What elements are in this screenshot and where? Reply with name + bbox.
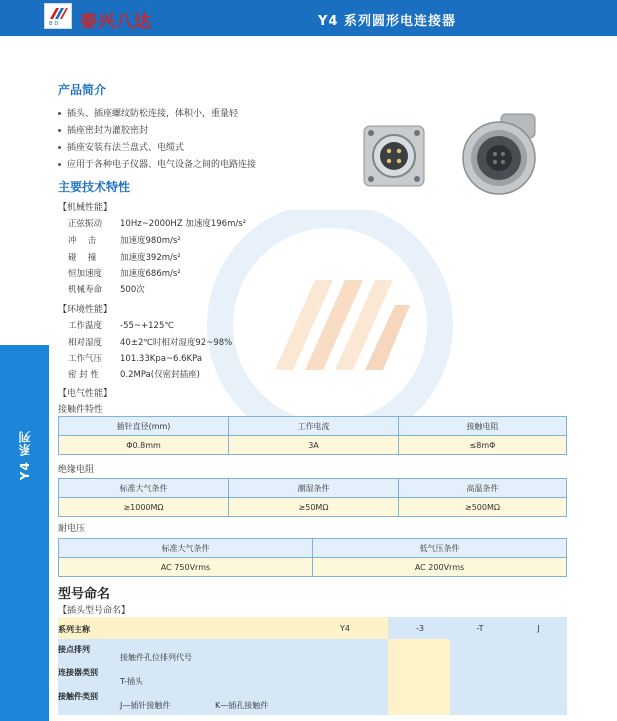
- contact-table: [58, 416, 567, 455]
- brand-name: 泰兴八达: [80, 12, 152, 32]
- bullet-text: 插座安装有法兰盘式、电缆式: [67, 143, 185, 153]
- spec-row: [68, 234, 181, 246]
- table-header-row: [59, 539, 567, 558]
- spec-value: 500次: [120, 285, 145, 295]
- table-row: [59, 558, 567, 577]
- model-row-desc: K—插孔接触件: [215, 701, 269, 710]
- page-title: Y4 系列圆形电连接器: [318, 14, 456, 29]
- intro-bullet: [58, 157, 256, 170]
- insulation-title: 绝缘电阻: [58, 465, 95, 475]
- voltage-title: 耐电压: [58, 524, 86, 534]
- spec-key: 冲 击: [68, 236, 97, 246]
- spec-key: 碰 撞: [68, 253, 97, 263]
- spec-value: 40±2℃时相对湿度92~98%: [120, 338, 233, 348]
- table-cell: ≤8mΦ: [399, 436, 567, 455]
- bullet-dot-icon: [58, 129, 61, 132]
- spec-value: 加速度980m/s²: [120, 236, 181, 246]
- model-row-key: 系列主称: [58, 625, 90, 634]
- table-cell: AC 200Vrms: [313, 558, 567, 577]
- spec-key: 机械寿命: [68, 285, 103, 295]
- logo-sub-text: BD: [49, 21, 61, 27]
- table-cell: 3A: [229, 436, 399, 455]
- model-part: -3: [416, 624, 424, 633]
- spec-value: -55~+125℃: [120, 321, 174, 331]
- table-row: [59, 498, 567, 517]
- spec-row: [68, 267, 181, 279]
- model-row-desc: 接触件孔位排列代号: [120, 653, 192, 662]
- table-header-cell: 工作电流: [229, 417, 399, 436]
- mechanical-label: 【机械性能】: [58, 203, 113, 213]
- bullet-text: 插座密封为灌胶密封: [67, 126, 149, 136]
- environmental-label: 【环境性能】: [58, 305, 113, 315]
- spec-key: 恒加速度: [68, 269, 103, 279]
- contact-title: 接触件特性: [58, 405, 104, 415]
- intro-bullet: [58, 123, 148, 136]
- bullet-text: 应用于各种电子仪器、电气设备之间的电路连接: [67, 160, 257, 170]
- electrical-label: 【电气性能】: [58, 389, 113, 399]
- spec-row: [68, 217, 246, 229]
- table-header-cell: 标准大气条件: [59, 539, 313, 558]
- model-row-key: 连接器类别: [58, 668, 98, 677]
- voltage-table: [58, 538, 567, 577]
- model-part: -T: [476, 624, 484, 633]
- spec-key: 相对湿度: [68, 338, 103, 348]
- table-header-row: [59, 479, 567, 498]
- company-logo: [44, 3, 72, 29]
- model-row-desc: T-插头: [120, 677, 144, 686]
- table-row: [59, 436, 567, 455]
- spec-row: [68, 352, 202, 364]
- logo-mark-icon: [48, 6, 68, 21]
- header-bar: [0, 0, 617, 36]
- table-header-cell: 接触电阻: [399, 417, 567, 436]
- table-header-row: [59, 417, 567, 436]
- specs-title: 主要技术特性: [58, 180, 131, 194]
- plug-image: [455, 108, 547, 200]
- table-header-cell: 低气压条件: [313, 539, 567, 558]
- intro-bullet: [58, 106, 238, 119]
- insulation-table: [58, 478, 567, 517]
- spec-key: 工作温度: [68, 321, 103, 331]
- intro-title: 产品简介: [58, 83, 107, 97]
- bullet-text: 插头、插座螺纹防松连接，体积小，重量轻: [67, 109, 239, 119]
- table-header-cell: 潮湿条件: [229, 479, 399, 498]
- spec-row: [68, 368, 200, 380]
- spec-row: [68, 336, 232, 348]
- spec-value: 加速度686m/s²: [120, 269, 181, 279]
- model-title: 型号命名: [58, 587, 111, 602]
- bullet-dot-icon: [58, 112, 61, 115]
- bullet-dot-icon: [58, 146, 61, 149]
- spec-row: [68, 251, 181, 263]
- watermark-logo-icon: [205, 210, 455, 440]
- spec-value: 0.2MPa(仅密封插座): [120, 370, 200, 380]
- model-part: J: [537, 624, 540, 633]
- model-row-desc: J—插针接触件: [120, 701, 171, 710]
- table-header-cell: 标准大气条件: [59, 479, 229, 498]
- spec-row: [68, 283, 145, 295]
- spec-key: 工作气压: [68, 354, 103, 364]
- table-cell: ≥1000MΩ: [59, 498, 229, 517]
- spec-key: 密 封 性: [68, 370, 99, 380]
- spec-value: 101.33Kpa~6.6KPa: [120, 354, 203, 364]
- table-cell: Φ0.8mm: [59, 436, 229, 455]
- table-cell: AC 750Vrms: [59, 558, 313, 577]
- model-part: Y4: [340, 624, 350, 633]
- spec-value: 加速度392m/s²: [120, 253, 181, 263]
- model-row-key: 接点排列: [58, 645, 90, 654]
- socket-image: [360, 120, 440, 198]
- spec-key: 正弦振动: [68, 219, 103, 229]
- model-row-key: 接触件类别: [58, 692, 98, 701]
- side-tab: [0, 345, 49, 721]
- table-header-cell: 高温条件: [399, 479, 567, 498]
- side-tab-label: Y4 系列: [18, 430, 32, 481]
- model-sub-label: 【插头型号命名】: [58, 606, 131, 616]
- intro-bullet: [58, 140, 184, 153]
- bullet-dot-icon: [58, 163, 61, 166]
- table-cell: ≥500MΩ: [399, 498, 567, 517]
- spec-value: 10Hz~2000HZ 加速度196m/s²: [120, 219, 247, 229]
- table-header-cell: 插针直径(mm): [59, 417, 229, 436]
- table-cell: ≥50MΩ: [229, 498, 399, 517]
- spec-row: [68, 319, 174, 331]
